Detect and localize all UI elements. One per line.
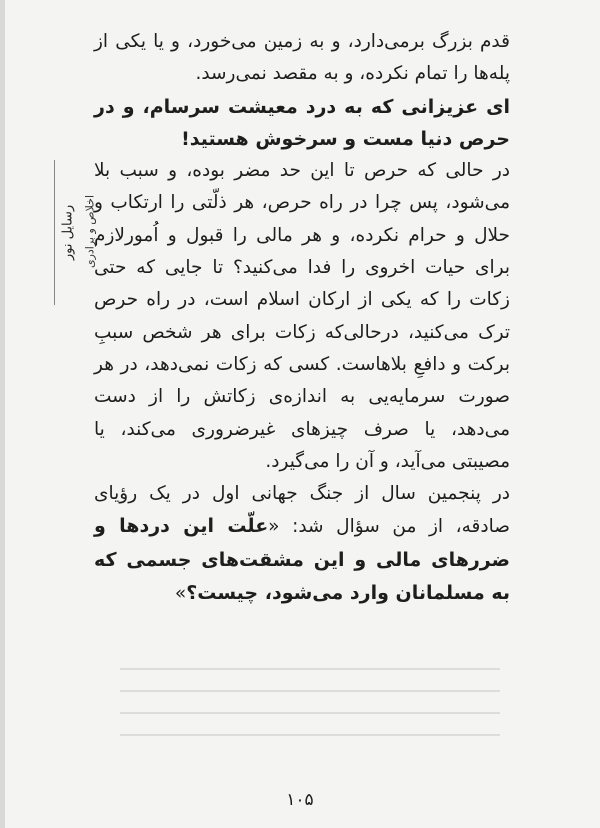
paragraph-4 bbox=[94, 478, 510, 610]
paragraph-4-close-quote: » bbox=[174, 583, 187, 605]
book-subtitle: اخلاص و برادری bbox=[83, 194, 97, 269]
paragraph-3: در حالی که حرص تا این حد مضر بوده، و سبب بلا می‌شود، پس چرا در راه حرص، هر ذلّتی را ارتکاب و حلال و حرام نکرده، و هر مالی را قبول و اُمورلازم برای حیات اخروی را فدا می‌کنید؟ تا جایی که حتی زکات را که یکی از ارکان اسلام است، در راه حرص ترک می‌کنید، درحالی‌که زکات برای هر شخص سببِ برکت و دافعِ بلاهاست. کسی که زکات نمی‌دهد، در هر صورت سرمایه‌یی به اندازه‌ی زکاتش را از دست می‌دهد، یا صرف چیزهای غیرضروری می‌کند، یا مصیبتی می‌آید، و آن را می‌گیرد. bbox=[94, 160, 510, 472]
paragraph-4-question: علّت این دردها و ضررهای مالی و این مشقت‌های جسمی که به مسلمانان وارد می‌شود، چیست؟ bbox=[94, 515, 510, 605]
book-title: رسایل نور bbox=[60, 204, 76, 261]
paragraph-4-intro: در پنجمین سال از جنگ جهانی اول در یک رؤیای صادقه، از من سؤال شد: « bbox=[94, 483, 510, 538]
body-text bbox=[94, 26, 510, 610]
paragraph-2-bold: ای عزیزانی که به درد معیشت سرسام، و در حرص دنیا مست و سرخوش هستید! bbox=[94, 95, 510, 150]
sidebar-divider bbox=[54, 160, 55, 305]
page-number: ۱۰۵ bbox=[286, 790, 314, 810]
page-edge-shadow bbox=[0, 0, 5, 828]
paragraph-1: قدم بزرگ برمی‌دارد، و به زمین می‌خورد، و یا یکی از پله‌ها را تمام نکرده، و به مقصد نمی‌رسد. bbox=[94, 31, 510, 85]
bleed-through-text bbox=[120, 668, 500, 763]
running-header bbox=[46, 170, 97, 300]
